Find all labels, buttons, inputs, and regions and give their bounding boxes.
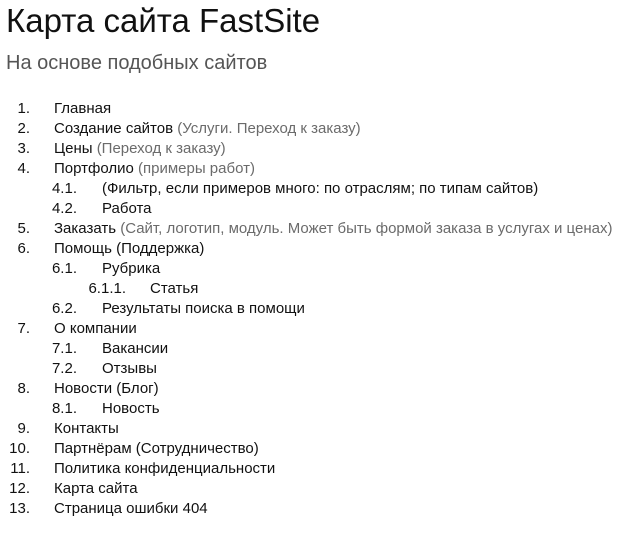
item-title: Создание сайтов	[54, 120, 174, 137]
item-label	[54, 499, 208, 519]
sitemap-item-sitemap[interactable]	[0, 479, 638, 499]
item-title: Статья	[150, 280, 199, 297]
sitemap-item-services[interactable]	[0, 119, 638, 139]
sitemap-item-news[interactable]	[0, 379, 638, 399]
item-label	[102, 179, 538, 199]
item-label	[54, 139, 226, 159]
item-label	[54, 379, 159, 399]
item-label	[102, 299, 305, 319]
item-title: Карта сайта	[54, 480, 138, 497]
item-title: Портфолио	[54, 160, 134, 177]
sitemap-list	[0, 99, 638, 519]
sitemap-item-reviews[interactable]	[0, 359, 638, 379]
sitemap-item-help[interactable]	[0, 239, 638, 259]
item-label	[102, 359, 157, 379]
item-label	[54, 99, 111, 119]
item-label	[54, 439, 259, 459]
item-title: Страница ошибки 404	[54, 500, 208, 517]
item-label	[54, 219, 612, 239]
item-label	[54, 119, 361, 139]
item-number: 9.	[17, 420, 30, 437]
item-title: Политика конфиденциальности	[54, 460, 276, 477]
item-title: Помощь (Поддержка)	[54, 240, 205, 257]
item-note: (примеры работ)	[138, 160, 255, 177]
sitemap-item-news-article[interactable]	[0, 399, 638, 419]
item-number: 7.	[17, 320, 30, 337]
sitemap-item-help-category[interactable]	[0, 259, 638, 279]
item-number: 7.2.	[51, 360, 77, 377]
item-label	[54, 459, 275, 479]
item-title: Работа	[102, 200, 152, 217]
item-number: 3.	[17, 140, 30, 157]
page-title: Карта сайта FastSite	[6, 2, 321, 39]
item-number: 4.1.	[51, 180, 77, 197]
item-label	[54, 479, 138, 499]
item-label	[54, 239, 204, 259]
item-label	[102, 199, 152, 219]
item-number: 12.	[9, 480, 30, 497]
item-label	[54, 319, 137, 339]
sitemap-item-help-article[interactable]	[0, 279, 638, 299]
item-label	[54, 419, 119, 439]
sitemap-item-portfolio-filter[interactable]	[0, 179, 638, 199]
item-title: Новость	[102, 400, 160, 417]
item-label	[150, 279, 198, 299]
item-number: 2.	[17, 120, 30, 137]
item-number: 6.1.1.	[88, 280, 126, 297]
item-title: Отзывы	[102, 360, 157, 377]
item-title: Цены	[54, 140, 93, 157]
item-note: (Переход к заказу)	[96, 140, 226, 157]
item-number: 4.	[17, 160, 30, 177]
item-number: 13.	[9, 500, 30, 517]
item-number: 6.2.	[51, 300, 77, 317]
item-title: Рубрика	[102, 260, 161, 277]
sitemap-item-partners[interactable]	[0, 439, 638, 459]
item-title: Заказать	[54, 220, 117, 237]
sitemap-item-home[interactable]	[0, 99, 638, 119]
item-label	[102, 339, 168, 359]
item-number: 6.1.	[51, 260, 77, 277]
item-title: Новости (Блог)	[54, 380, 159, 397]
item-number: 8.	[17, 380, 30, 397]
item-title: (Фильтр, если примеров много: по отраслям; по типам сайтов)	[102, 180, 539, 197]
sitemap-item-help-search[interactable]	[0, 299, 638, 319]
item-label	[54, 159, 255, 179]
item-label	[102, 259, 160, 279]
item-number: 6.	[17, 240, 30, 257]
sitemap-item-404[interactable]	[0, 499, 638, 519]
sitemap-item-order[interactable]	[0, 219, 638, 239]
sitemap-item-prices[interactable]	[0, 139, 638, 159]
item-label	[102, 399, 160, 419]
item-title: Главная	[54, 100, 112, 117]
item-title: Контакты	[54, 420, 119, 437]
item-note: (Услуги. Переход к заказу)	[177, 120, 361, 137]
item-title: Вакансии	[102, 340, 169, 357]
item-number: 7.1.	[51, 340, 77, 357]
item-title: О компании	[54, 320, 137, 337]
item-number: 4.2.	[51, 200, 77, 217]
item-title: Партнёрам (Сотрудничество)	[54, 440, 259, 457]
item-number: 10.	[9, 440, 30, 457]
item-number: 11.	[10, 460, 30, 477]
sitemap-item-about[interactable]	[0, 319, 638, 339]
sitemap-item-contacts[interactable]	[0, 419, 638, 439]
item-number: 8.1.	[51, 400, 77, 417]
item-number: 1.	[17, 100, 30, 117]
item-number: 5.	[17, 220, 30, 237]
item-title: Результаты поиска в помощи	[102, 300, 305, 317]
item-note: (Сайт, логотип, модуль. Может быть формой заказа в услугах и ценах)	[120, 220, 613, 237]
sitemap-item-portfolio-work[interactable]	[0, 199, 638, 219]
sitemap-item-portfolio[interactable]	[0, 159, 638, 179]
page-subtitle: На основе подобных сайтов	[6, 52, 268, 74]
sitemap-item-privacy[interactable]	[0, 459, 638, 479]
sitemap-item-vacancies[interactable]	[0, 339, 638, 359]
